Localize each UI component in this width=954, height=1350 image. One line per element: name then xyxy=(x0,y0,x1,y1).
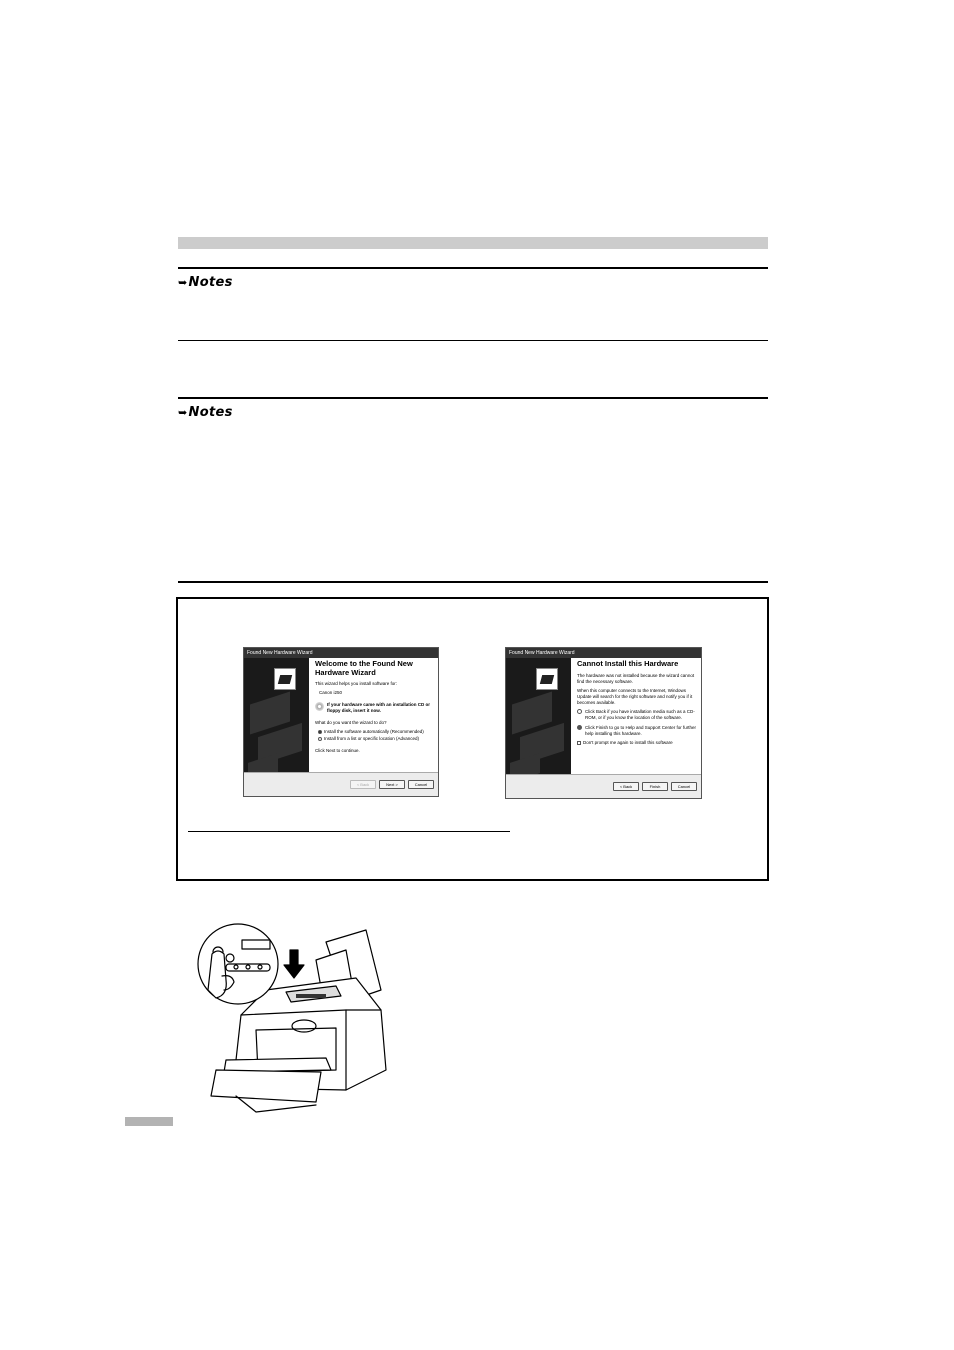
info-icon xyxy=(577,709,582,714)
notes-heading: ➥Notes xyxy=(178,275,233,290)
wizard-welcome-window xyxy=(243,647,439,797)
notes-top-rule xyxy=(178,397,768,399)
option-list[interactable]: Install from a list or specific location (Advanced) xyxy=(315,736,434,742)
wizard-footer xyxy=(244,772,438,796)
wizard-side-banner xyxy=(506,658,571,774)
cancel-button[interactable]: Cancel xyxy=(408,780,434,789)
window-titlebar: Found New Hardware Wizard xyxy=(244,648,438,658)
wizard-cannot-install-window xyxy=(505,647,702,799)
arrow-icon: ➥ xyxy=(178,406,188,419)
radio-icon xyxy=(318,737,322,741)
radio-selected-icon xyxy=(318,730,322,734)
wizard-footer xyxy=(506,774,701,798)
section-header-bar xyxy=(178,237,768,249)
finish-button[interactable]: Finish xyxy=(642,782,668,791)
arrow-icon: ➥ xyxy=(178,276,188,289)
back-button[interactable]: < Back xyxy=(613,782,639,791)
page-number-tab xyxy=(125,1117,173,1126)
back-button[interactable]: < Back xyxy=(350,780,376,789)
checkbox-icon xyxy=(577,741,581,745)
hardware-icon xyxy=(536,668,558,690)
next-button[interactable]: Next > xyxy=(379,780,405,789)
dont-prompt-checkbox[interactable]: Don't prompt me again to install this software xyxy=(577,740,697,746)
cd-icon xyxy=(315,702,324,711)
box-underline-rule xyxy=(188,831,510,832)
window-titlebar: Found New Hardware Wizard xyxy=(506,648,701,658)
notes-bottom-rule xyxy=(178,340,768,341)
cancel-button[interactable]: Cancel xyxy=(671,782,697,791)
option-auto[interactable]: Install the software automatically (Recommended) xyxy=(315,729,434,735)
wizard-text: When this computer connects to the Internet, Windows Update will search for the right software and notify you if it becomes available. xyxy=(577,687,693,705)
cd-prompt: If your hardware came with an installation CD or floppy disk, insert it now. xyxy=(327,702,431,713)
wizard-heading: Cannot Install this Hardware xyxy=(577,659,679,668)
help-icon xyxy=(577,725,582,730)
wizard-text: Click Finish to go to Help and Support Center for further help installing this hardware. xyxy=(585,724,697,736)
wizard-intro: This wizard helps you install software for: xyxy=(315,681,398,686)
wizard-text: Click Back if you have installation media such as a CD-ROM, or if you know the location of the software. xyxy=(585,708,695,720)
printer-illustration xyxy=(196,920,396,1115)
notes-heading: ➥Notes xyxy=(178,405,233,420)
wizard-text: The hardware was not installed because the wizard cannot find the necessary software. xyxy=(577,672,695,684)
wizard-side-banner xyxy=(244,658,309,772)
wizard-heading: Welcome to the Found New Hardware Wizard xyxy=(315,659,413,677)
device-name: Canon i250 xyxy=(319,690,343,695)
notes-bottom-rule xyxy=(178,581,768,583)
wizard-question: What do you want the wizard to do? xyxy=(315,720,387,725)
notes-top-rule xyxy=(178,267,768,269)
hardware-icon xyxy=(274,668,296,690)
continue-text: Click Next to continue. xyxy=(315,748,360,753)
